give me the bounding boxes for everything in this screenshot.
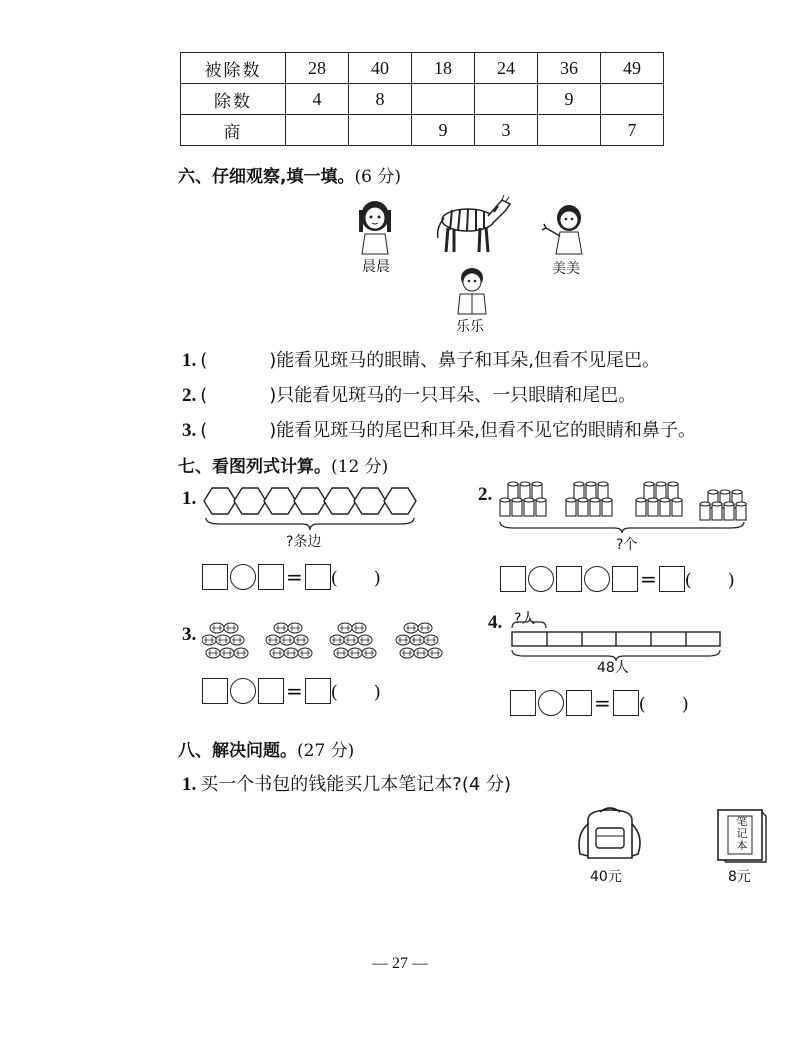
equals-sign: = <box>286 679 303 703</box>
unit-blank[interactable]: ( ) <box>684 570 735 591</box>
notebook-price: 8元 <box>728 869 751 885</box>
cover-char: 笔 <box>736 815 748 828</box>
table-cell: 3 <box>475 115 538 146</box>
table-cell: 24 <box>475 53 538 84</box>
operator-circle[interactable] <box>230 678 256 704</box>
problem-number: 2. <box>478 484 493 505</box>
operator-circle[interactable] <box>528 566 554 592</box>
section-6-title <box>178 162 401 187</box>
question-text: )只能看见斑马的一只耳朵、一只眼睛和尾巴。 <box>269 385 637 406</box>
table-cell[interactable] <box>349 115 412 146</box>
table-cell[interactable] <box>412 84 475 115</box>
page-number: — 27 — <box>372 955 428 972</box>
table-row <box>181 115 664 146</box>
section-points: (12 分) <box>331 457 389 477</box>
formula-4 <box>510 690 689 716</box>
zebra-icon <box>432 194 514 256</box>
formula-3 <box>202 678 381 704</box>
answer-box[interactable] <box>510 690 536 716</box>
operator-circle[interactable] <box>230 564 256 590</box>
equals-sign: = <box>640 567 657 591</box>
answer-box[interactable] <box>202 564 228 590</box>
table-row <box>181 84 664 115</box>
question-6-2 <box>182 381 636 407</box>
brace-label: ?个 <box>616 537 638 553</box>
table-cell[interactable] <box>286 115 349 146</box>
unit-blank[interactable]: ( ) <box>330 682 381 703</box>
section-title-text: 七、看图列式计算。 <box>178 457 331 477</box>
answer-box[interactable] <box>258 564 284 590</box>
equals-sign: = <box>594 691 611 715</box>
row-header: 被除数 <box>181 53 286 84</box>
segment-bar-diagram <box>508 616 724 662</box>
problem-number: 3. <box>182 624 197 645</box>
hexagons-icon <box>200 484 420 532</box>
operator-circle[interactable] <box>538 690 564 716</box>
question-text: )能看见斑马的尾巴和耳朵,但看不见它的眼睛和鼻子。 <box>269 420 697 441</box>
problem-number: 1. <box>182 488 197 509</box>
table-cell: 9 <box>538 84 601 115</box>
answer-box[interactable] <box>659 566 685 592</box>
question-number: 2. <box>182 385 197 406</box>
notebook-cover-text <box>733 816 751 852</box>
section-title-text: 六、仔细观察,填一填。 <box>178 167 355 187</box>
table-cell: 18 <box>412 53 475 84</box>
table-cell: 28 <box>286 53 349 84</box>
answer-box[interactable] <box>258 678 284 704</box>
problem-number: 4. <box>488 612 503 633</box>
answer-box[interactable] <box>202 678 228 704</box>
table-cell: 4 <box>286 84 349 115</box>
formula-1 <box>202 564 381 590</box>
row-header: 除数 <box>181 84 286 115</box>
girl-meimei-icon <box>542 202 588 256</box>
answer-box[interactable] <box>556 566 582 592</box>
unit-blank[interactable]: ( ) <box>330 568 381 589</box>
cover-char: 本 <box>736 839 748 852</box>
row-header: 商 <box>181 115 286 146</box>
paren-open: ( <box>200 385 208 406</box>
table-cell: 7 <box>601 115 664 146</box>
girl-chenchen-icon <box>355 198 395 256</box>
answer-box[interactable] <box>305 564 331 590</box>
question-text: 买一个书包的钱能买几本笔记本? <box>200 774 462 795</box>
section-points: (27 分) <box>297 741 355 761</box>
question-number: 1. <box>182 350 197 371</box>
section-7-title <box>178 452 388 477</box>
name-lele: 乐乐 <box>456 319 484 335</box>
table-cell: 49 <box>601 53 664 84</box>
name-meimei: 美美 <box>552 261 580 277</box>
unit-blank[interactable]: ( ) <box>638 694 689 715</box>
operator-circle[interactable] <box>584 566 610 592</box>
table-cell: 8 <box>349 84 412 115</box>
section-title-text: 八、解决问题。 <box>178 741 297 761</box>
bar-top-label: ?人 <box>514 611 536 627</box>
cylinder-groups-icon <box>496 480 748 534</box>
name-chenchen: 晨晨 <box>362 259 390 275</box>
equals-sign: = <box>286 565 303 589</box>
answer-box[interactable] <box>305 678 331 704</box>
table-cell: 40 <box>349 53 412 84</box>
table-row <box>181 53 664 84</box>
table-cell: 36 <box>538 53 601 84</box>
question-points: (4 分) <box>461 774 512 795</box>
formula-2 <box>500 566 735 592</box>
question-6-1 <box>182 346 660 372</box>
question-number: 1. <box>182 774 197 795</box>
bag-price: 40元 <box>590 869 622 885</box>
question-8-1 <box>182 770 511 796</box>
brace-label: ?条边 <box>286 534 322 550</box>
table-cell[interactable] <box>538 115 601 146</box>
question-6-3 <box>182 416 696 442</box>
item-groups-icon <box>202 620 448 664</box>
paren-open: ( <box>200 420 208 441</box>
table-cell[interactable] <box>601 84 664 115</box>
question-text: )能看见斑马的眼睛、鼻子和耳朵,但看不见尾巴。 <box>269 350 661 371</box>
bar-bottom-label: 48人 <box>597 660 629 676</box>
backpack-icon <box>574 806 648 864</box>
answer-box[interactable] <box>613 690 639 716</box>
table-cell: 9 <box>412 115 475 146</box>
paren-open: ( <box>200 350 208 371</box>
answer-box[interactable] <box>612 566 638 592</box>
question-number: 3. <box>182 420 197 441</box>
boy-lele-icon <box>452 266 492 316</box>
answer-box[interactable] <box>500 566 526 592</box>
answer-box[interactable] <box>566 690 592 716</box>
section-8-title <box>178 736 354 761</box>
cover-char: 记 <box>736 827 748 840</box>
section-points: (6 分) <box>354 167 401 187</box>
division-table <box>180 52 664 146</box>
table-cell[interactable] <box>475 84 538 115</box>
